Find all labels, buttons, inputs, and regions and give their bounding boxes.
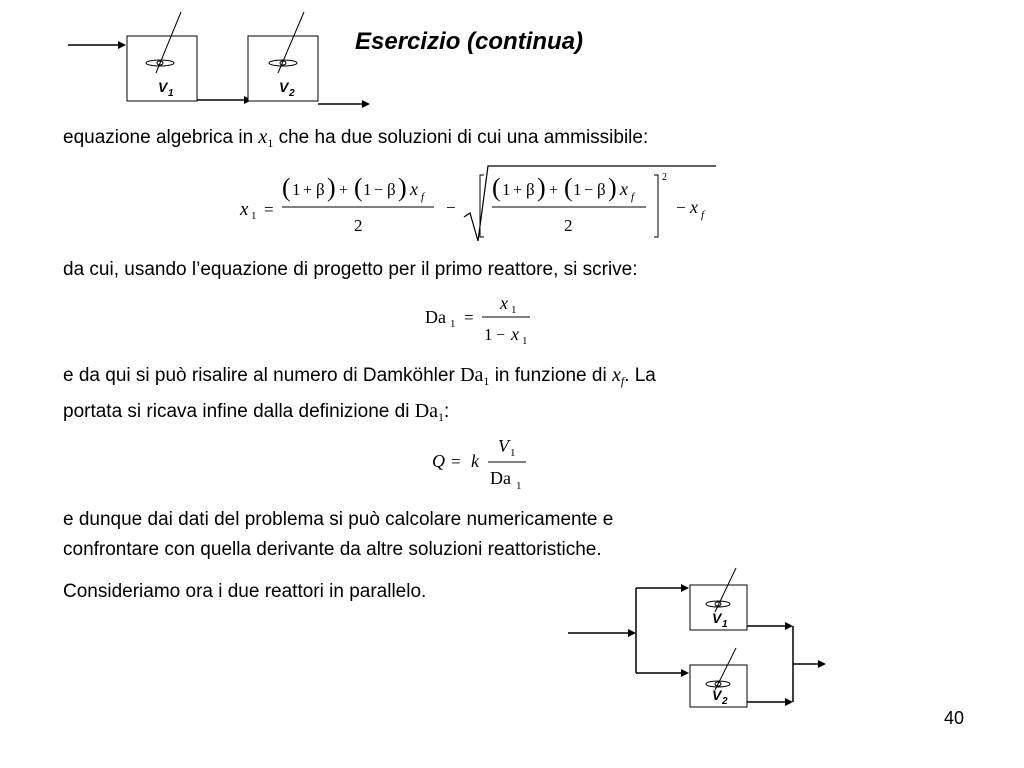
svg-text:1: 1 <box>502 180 511 199</box>
svg-text:2: 2 <box>662 172 667 183</box>
svg-text:1: 1 <box>522 335 528 347</box>
inlet-arrowhead <box>628 629 636 637</box>
svg-text:=: = <box>451 452 461 471</box>
svg-text:β: β <box>387 180 396 199</box>
svg-text:): ) <box>327 173 336 202</box>
svg-text:2: 2 <box>564 216 573 235</box>
svg-text:f: f <box>631 191 635 203</box>
svg-text:β: β <box>316 180 325 199</box>
svg-text:1: 1 <box>484 325 493 344</box>
reactor-v1-label: V <box>712 610 722 626</box>
reactor-v1-sub: 1 <box>168 88 174 99</box>
reactor-v2-label: V <box>712 687 722 703</box>
svg-text:1: 1 <box>510 447 516 459</box>
svg-text:+: + <box>339 182 349 199</box>
svg-text:x: x <box>620 179 628 199</box>
svg-text:1: 1 <box>511 304 517 316</box>
equation-q <box>425 432 545 498</box>
svg-text:x: x <box>690 197 698 217</box>
svg-text:−: − <box>446 198 456 217</box>
svg-text:x: x <box>511 324 519 344</box>
svg-text:=: = <box>464 308 474 327</box>
equation-x1 <box>230 163 730 248</box>
svg-text:): ) <box>537 173 546 202</box>
svg-text:=: = <box>264 200 274 219</box>
parallel-reactors-diagram <box>560 560 840 720</box>
svg-text:2: 2 <box>354 216 363 235</box>
svg-text:−: − <box>374 182 384 199</box>
svg-text:1: 1 <box>573 180 582 199</box>
svg-text:−: − <box>676 198 686 217</box>
svg-text:f: f <box>421 191 425 203</box>
svg-text:x: x <box>410 179 418 199</box>
svg-text:): ) <box>608 173 617 202</box>
svg-text:x: x <box>240 199 249 220</box>
svg-text:1: 1 <box>292 180 301 199</box>
outlet-arrowhead <box>818 660 826 668</box>
svg-text:−: − <box>584 182 594 199</box>
svg-text:+: + <box>549 182 559 199</box>
svg-text:1: 1 <box>363 180 372 199</box>
svg-text:): ) <box>398 173 407 202</box>
paragraph-2: da cui, usando l’equazione di progetto per il primo reattore, si scrive: <box>63 259 638 280</box>
svg-text:f: f <box>701 209 705 221</box>
svg-text:(: ( <box>354 173 363 202</box>
svg-text:V: V <box>498 436 509 456</box>
svg-text:(: ( <box>492 173 501 202</box>
reactor-v2-label: V <box>279 79 289 95</box>
series-reactors-diagram <box>60 5 390 115</box>
outlet-arrowhead <box>362 100 370 108</box>
svg-text:1: 1 <box>251 210 257 222</box>
svg-text:1: 1 <box>722 619 728 630</box>
svg-text:2: 2 <box>722 696 728 707</box>
paragraph-1: equazione algebrica in $x_1$ che ha due soluzioni di cui una ammissibile: <box>63 126 649 150</box>
svg-text:1: 1 <box>450 318 456 330</box>
svg-text:−: − <box>496 327 506 344</box>
page-number: 40 <box>943 708 964 728</box>
inlet-arrowhead <box>118 41 126 49</box>
paragraph-5: Consideriamo ora i due reattori in parallelo. <box>63 581 427 602</box>
svg-text:(: ( <box>564 173 573 202</box>
equation-da1 <box>420 290 540 352</box>
svg-text:+: + <box>513 182 523 199</box>
svg-text:β: β <box>597 180 606 199</box>
paragraph-4: e dunque dai dati del problema si può calcolare numericamente e confrontare con quella derivante da altre soluzioni reattoristiche. <box>63 509 614 560</box>
reactor-v2-sub: 2 <box>289 88 295 99</box>
svg-text:k: k <box>471 451 479 471</box>
svg-text:+: + <box>303 182 313 199</box>
svg-text:Da: Da <box>425 307 446 327</box>
svg-text:β: β <box>526 180 535 199</box>
svg-text:Q: Q <box>432 451 445 471</box>
reactor-v1-label: V <box>158 79 168 95</box>
svg-text:x: x <box>500 293 508 313</box>
svg-text:1: 1 <box>516 480 522 492</box>
paragraph-3: e da qui si può risalire al numero di Damköhler $Da_1$ in funzione di $x_f$. La portata si ricava infine dalla definizione di $Da_1$: <box>63 364 656 424</box>
slide-title: Esercizio (continua) <box>355 28 584 55</box>
svg-text:(: ( <box>282 173 291 202</box>
svg-text:Da: Da <box>490 468 511 488</box>
